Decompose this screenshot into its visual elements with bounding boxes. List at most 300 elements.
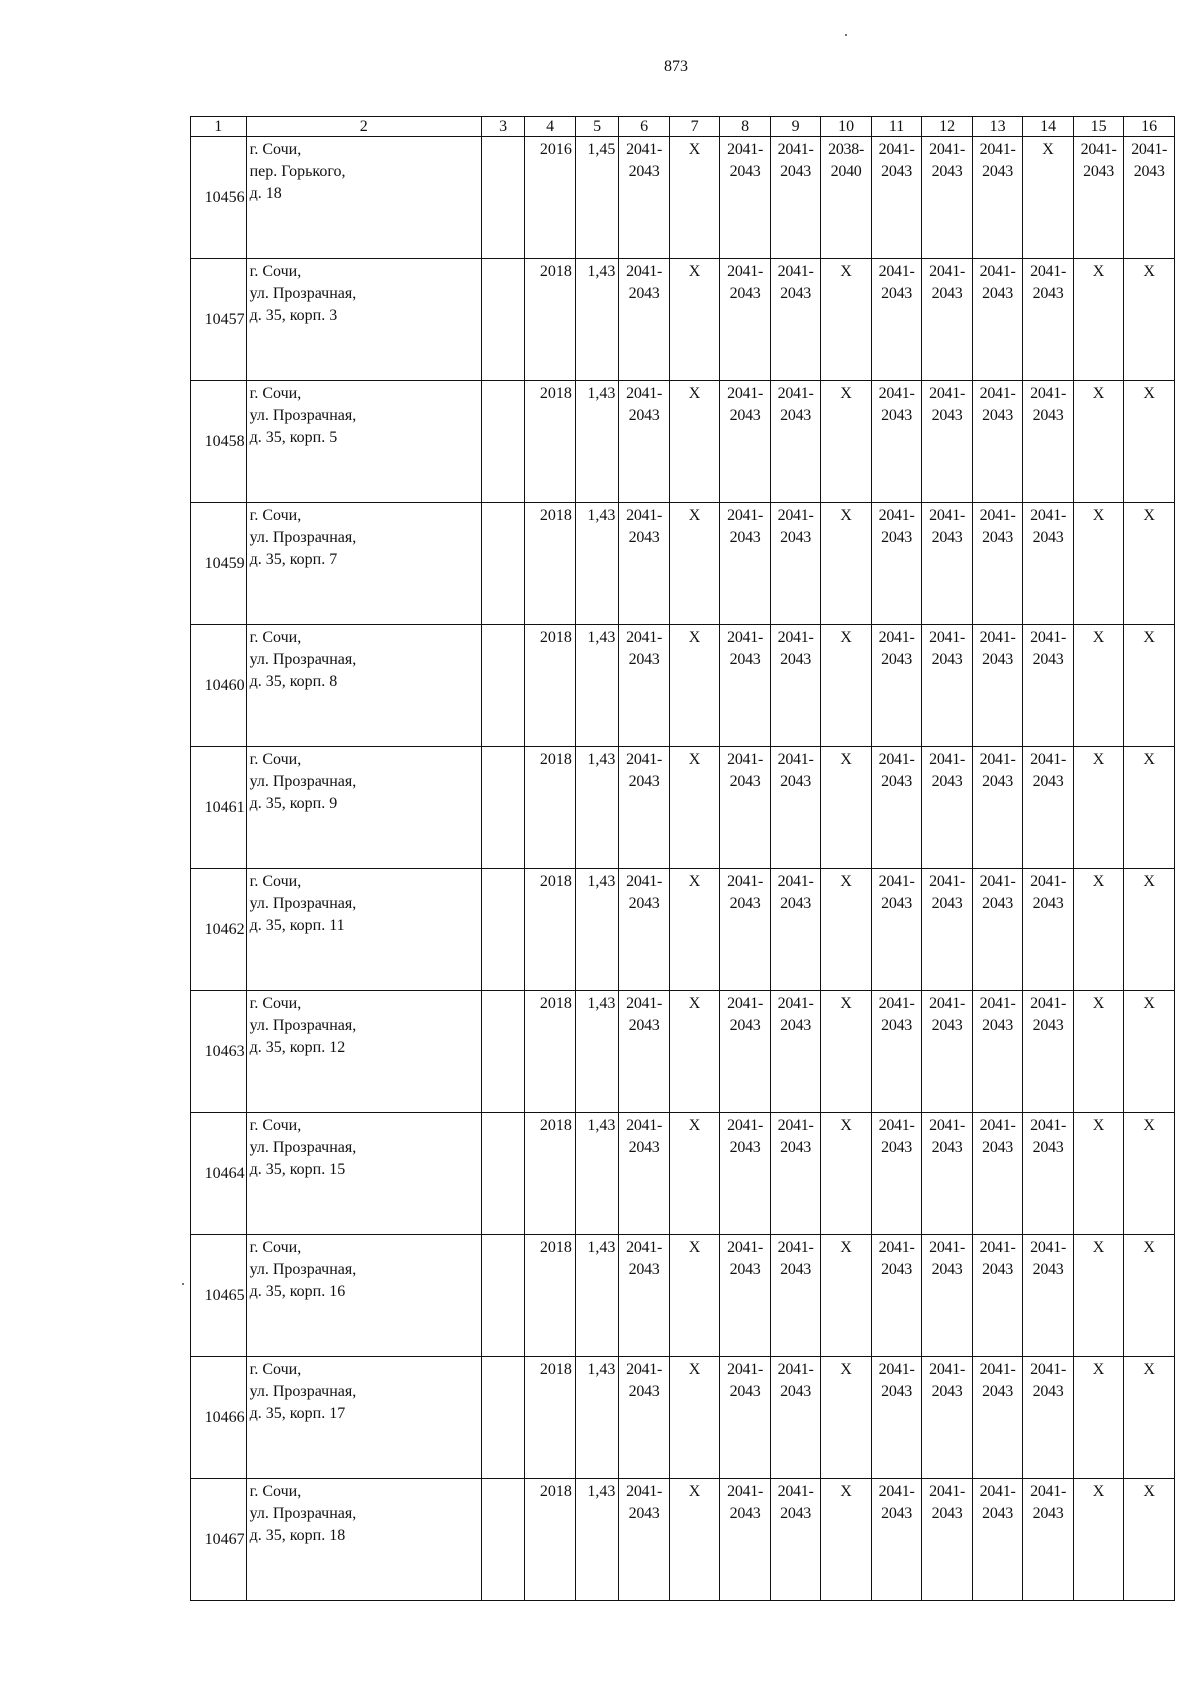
- cell-value: 2041- 2043: [878, 385, 915, 424]
- cell-value: 2018: [539, 1483, 572, 1500]
- value-cell: [922, 1479, 973, 1601]
- value-cell: [669, 503, 720, 625]
- value-cell: [871, 1479, 922, 1601]
- table-row: [191, 137, 1175, 259]
- value-cell: [972, 625, 1023, 747]
- cell-value: 2041- 2043: [1030, 751, 1066, 790]
- row-number: 10460: [204, 676, 245, 694]
- cell-value: X: [1143, 629, 1155, 646]
- cell-value: 2041- 2043: [979, 1239, 1016, 1278]
- address-cell: [246, 1357, 481, 1479]
- table-row: [191, 625, 1175, 747]
- value-cell: [481, 381, 524, 503]
- cell-value: 2041- 2043: [777, 507, 814, 546]
- cell-value: 1,43: [587, 1117, 616, 1134]
- cell-value: 2041- 2043: [777, 995, 814, 1034]
- cell-value: X: [1092, 1361, 1105, 1378]
- column-header: 13: [972, 117, 1023, 137]
- value-cell: [871, 625, 922, 747]
- cell-value: 2041- 2043: [727, 507, 763, 546]
- value-cell: [525, 747, 576, 869]
- value-cell: [1073, 1235, 1124, 1357]
- cell-value: X: [840, 1483, 852, 1500]
- value-cell: [720, 991, 771, 1113]
- value-cell: [1124, 137, 1175, 259]
- value-cell: [821, 1235, 872, 1357]
- cell-value: 2018: [539, 629, 572, 646]
- row-number: 10458: [204, 432, 245, 450]
- column-header: 6: [619, 117, 670, 137]
- cell-value: 2041- 2043: [1030, 1361, 1066, 1400]
- cell-value: X: [840, 1117, 852, 1134]
- row-number-cell: [191, 259, 247, 381]
- value-cell: [575, 869, 618, 991]
- value-cell: [922, 503, 973, 625]
- cell-value: X: [688, 263, 701, 280]
- value-cell: [922, 991, 973, 1113]
- value-cell: [575, 1357, 618, 1479]
- value-cell: [575, 1479, 618, 1601]
- value-cell: [770, 747, 821, 869]
- cell-value: X: [688, 1239, 701, 1256]
- value-cell: [821, 869, 872, 991]
- value-cell: [525, 1479, 576, 1601]
- table-row: [191, 1357, 1175, 1479]
- value-cell: [575, 625, 618, 747]
- cell-value: 2041- 2043: [727, 751, 763, 790]
- cell-value: 2041- 2043: [727, 141, 763, 180]
- cell-value: 2018: [539, 1361, 572, 1378]
- value-cell: [972, 1235, 1023, 1357]
- row-number-cell: [191, 503, 247, 625]
- cell-value: 2016: [539, 141, 572, 158]
- cell-value: 2041- 2043: [727, 1361, 763, 1400]
- column-header: 8: [720, 117, 771, 137]
- address-text: г. Сочи, пер. Горького, д. 18: [249, 141, 346, 202]
- address-cell: [246, 1479, 481, 1601]
- table-row: [191, 869, 1175, 991]
- value-cell: [821, 503, 872, 625]
- row-number-cell: [191, 869, 247, 991]
- value-cell: [1073, 1113, 1124, 1235]
- value-cell: [972, 991, 1023, 1113]
- value-cell: [720, 625, 771, 747]
- cell-value: X: [1092, 1117, 1105, 1134]
- value-cell: [720, 1479, 771, 1601]
- row-number: 10459: [204, 554, 245, 572]
- address-cell: [246, 991, 481, 1113]
- cell-value: 2041- 2043: [979, 873, 1016, 912]
- value-cell: [922, 625, 973, 747]
- value-cell: [669, 869, 720, 991]
- cell-value: 2041- 2043: [626, 141, 662, 180]
- value-cell: [669, 1479, 720, 1601]
- value-cell: [619, 1479, 670, 1601]
- cell-value: 2041- 2043: [979, 995, 1016, 1034]
- cell-value: 1,43: [587, 385, 616, 402]
- value-cell: [770, 381, 821, 503]
- value-cell: [575, 137, 618, 259]
- cell-value: X: [840, 1239, 852, 1256]
- cell-value: 2041- 2043: [626, 1239, 662, 1278]
- cell-value: 2041- 2043: [777, 1239, 814, 1278]
- cell-value: X: [1143, 385, 1155, 402]
- column-header: 15: [1073, 117, 1124, 137]
- cell-value: 2041- 2043: [727, 385, 763, 424]
- cell-value: X: [688, 995, 701, 1012]
- value-cell: [922, 869, 973, 991]
- value-cell: [871, 869, 922, 991]
- value-cell: [720, 1235, 771, 1357]
- cell-value: 2018: [539, 751, 572, 768]
- address-text: г. Сочи, ул. Прозрачная, д. 35, корп. 8: [249, 629, 357, 690]
- value-cell: [481, 259, 524, 381]
- value-cell: [720, 747, 771, 869]
- value-cell: [871, 503, 922, 625]
- value-cell: [1023, 1357, 1074, 1479]
- value-cell: [619, 381, 670, 503]
- cell-value: 2041- 2043: [727, 1117, 763, 1156]
- value-cell: [481, 1479, 524, 1601]
- value-cell: [922, 259, 973, 381]
- value-cell: [1023, 1235, 1074, 1357]
- value-cell: [1023, 747, 1074, 869]
- value-cell: [481, 1113, 524, 1235]
- cell-value: X: [688, 507, 701, 524]
- address-cell: [246, 259, 481, 381]
- value-cell: [922, 381, 973, 503]
- value-cell: [972, 137, 1023, 259]
- value-cell: [525, 1235, 576, 1357]
- value-cell: [1073, 259, 1124, 381]
- value-cell: [1023, 625, 1074, 747]
- row-number-cell: [191, 1479, 247, 1601]
- value-cell: [669, 747, 720, 869]
- value-cell: [669, 1357, 720, 1479]
- row-number: 10462: [204, 920, 245, 938]
- value-cell: [669, 1235, 720, 1357]
- cell-value: X: [688, 1483, 701, 1500]
- value-cell: [619, 1357, 670, 1479]
- value-cell: [481, 1357, 524, 1479]
- value-cell: [1023, 503, 1074, 625]
- value-cell: [525, 869, 576, 991]
- cell-value: 2041- 2043: [979, 1361, 1016, 1400]
- value-cell: [619, 137, 670, 259]
- cell-value: X: [688, 1117, 701, 1134]
- cell-value: 1,43: [587, 1483, 616, 1500]
- cell-value: 2041- 2043: [626, 263, 662, 302]
- value-cell: [821, 259, 872, 381]
- value-cell: [1124, 503, 1175, 625]
- cell-value: 2041- 2043: [929, 873, 965, 912]
- cell-value: 2041- 2043: [777, 751, 814, 790]
- value-cell: [972, 381, 1023, 503]
- value-cell: [770, 1235, 821, 1357]
- value-cell: [821, 1479, 872, 1601]
- column-header: 7: [669, 117, 720, 137]
- cell-value: 2041- 2043: [1030, 385, 1066, 424]
- cell-value: 1,43: [587, 263, 616, 280]
- cell-value: 1,43: [587, 995, 616, 1012]
- cell-value: X: [840, 385, 852, 402]
- cell-value: X: [688, 141, 701, 158]
- value-cell: [525, 1113, 576, 1235]
- value-cell: [770, 991, 821, 1113]
- value-cell: [922, 1357, 973, 1479]
- cell-value: X: [1143, 1239, 1155, 1256]
- column-header: 2: [246, 117, 481, 137]
- value-cell: [525, 991, 576, 1113]
- value-cell: [525, 259, 576, 381]
- cell-value: X: [1143, 873, 1155, 890]
- value-cell: [575, 503, 618, 625]
- value-cell: [619, 747, 670, 869]
- value-cell: [575, 747, 618, 869]
- cell-value: 2041- 2043: [777, 263, 814, 302]
- page-number: 873: [664, 58, 688, 75]
- cell-value: X: [1143, 995, 1155, 1012]
- cell-value: 2041- 2043: [878, 1239, 915, 1278]
- value-cell: [972, 1479, 1023, 1601]
- row-number-cell: [191, 625, 247, 747]
- value-cell: [821, 137, 872, 259]
- cell-value: 1,43: [587, 873, 616, 890]
- value-cell: [1023, 1113, 1074, 1235]
- cell-value: 2041- 2043: [878, 141, 915, 180]
- value-cell: [481, 869, 524, 991]
- address-cell: [246, 625, 481, 747]
- cell-value: 2041- 2043: [929, 507, 965, 546]
- value-cell: [972, 259, 1023, 381]
- cell-value: 2041- 2043: [626, 385, 662, 424]
- cell-value: X: [688, 751, 701, 768]
- cell-value: 2041- 2043: [777, 1117, 814, 1156]
- value-cell: [619, 625, 670, 747]
- cell-value: X: [840, 507, 852, 524]
- value-cell: [1023, 869, 1074, 991]
- cell-value: X: [1092, 1239, 1105, 1256]
- value-cell: [619, 991, 670, 1113]
- value-cell: [1124, 1479, 1175, 1601]
- value-cell: [720, 503, 771, 625]
- value-cell: [720, 381, 771, 503]
- address-text: г. Сочи, ул. Прозрачная, д. 35, корп. 11: [249, 873, 357, 934]
- row-number-cell: [191, 1235, 247, 1357]
- table-row: [191, 259, 1175, 381]
- value-cell: [575, 991, 618, 1113]
- address-text: г. Сочи, ул. Прозрачная, д. 35, корп. 18: [249, 1483, 357, 1544]
- value-cell: [972, 503, 1023, 625]
- value-cell: [922, 1113, 973, 1235]
- cell-value: 2041- 2043: [1030, 1117, 1066, 1156]
- cell-value: 2041- 2043: [777, 1361, 814, 1400]
- cell-value: 2041- 2043: [929, 751, 965, 790]
- address-text: г. Сочи, ул. Прозрачная, д. 35, корп. 15: [249, 1117, 357, 1178]
- cell-value: X: [840, 1361, 852, 1378]
- row-number: 10457: [204, 310, 245, 328]
- value-cell: [481, 625, 524, 747]
- cell-value: 2041- 2043: [979, 1483, 1016, 1522]
- cell-value: 2041- 2043: [1030, 873, 1066, 912]
- cell-value: 2041- 2043: [1030, 629, 1066, 668]
- value-cell: [770, 1357, 821, 1479]
- column-header: 3: [481, 117, 524, 137]
- cell-value: 2018: [539, 1117, 572, 1134]
- cell-value: 2041- 2043: [1080, 141, 1117, 180]
- value-cell: [669, 137, 720, 259]
- value-cell: [821, 1357, 872, 1479]
- value-cell: [1073, 747, 1124, 869]
- cell-value: 2038- 2040: [828, 141, 864, 180]
- cell-value: 2041- 2043: [626, 629, 662, 668]
- value-cell: [871, 259, 922, 381]
- cell-value: 2041- 2043: [878, 751, 915, 790]
- cell-value: 2041- 2043: [727, 1239, 763, 1278]
- value-cell: [619, 259, 670, 381]
- value-cell: [1023, 137, 1074, 259]
- cell-value: 2018: [539, 263, 572, 280]
- value-cell: [770, 1479, 821, 1601]
- address-text: г. Сочи, ул. Прозрачная, д. 35, корп. 7: [249, 507, 357, 568]
- value-cell: [821, 747, 872, 869]
- cell-value: 2041- 2043: [979, 385, 1016, 424]
- value-cell: [871, 1113, 922, 1235]
- cell-value: 2041- 2043: [777, 385, 814, 424]
- scan-speck: [845, 34, 847, 36]
- cell-value: 1,45: [587, 141, 616, 158]
- cell-value: X: [1143, 263, 1155, 280]
- cell-value: X: [688, 1361, 701, 1378]
- cell-value: X: [1042, 141, 1054, 158]
- cell-value: X: [1092, 995, 1105, 1012]
- address-cell: [246, 381, 481, 503]
- cell-value: 2041- 2043: [777, 873, 814, 912]
- cell-value: 1,43: [587, 1239, 616, 1256]
- value-cell: [770, 869, 821, 991]
- cell-value: X: [1143, 1483, 1155, 1500]
- cell-value: 2041- 2043: [777, 141, 814, 180]
- cell-value: 2041- 2043: [1131, 141, 1168, 180]
- cell-value: 2018: [539, 1239, 572, 1256]
- value-cell: [770, 1113, 821, 1235]
- cell-value: X: [840, 263, 852, 280]
- row-number: 10466: [204, 1408, 245, 1426]
- scan-speck: [182, 1283, 184, 1285]
- cell-value: 2041- 2043: [979, 1117, 1016, 1156]
- table-row: [191, 1235, 1175, 1357]
- address-cell: [246, 137, 481, 259]
- value-cell: [1073, 381, 1124, 503]
- cell-value: 2041- 2043: [626, 1117, 662, 1156]
- value-cell: [619, 1113, 670, 1235]
- value-cell: [525, 381, 576, 503]
- value-cell: [922, 137, 973, 259]
- cell-value: X: [1143, 1117, 1155, 1134]
- cell-value: 2041- 2043: [929, 1117, 965, 1156]
- cell-value: X: [840, 873, 852, 890]
- cell-value: 1,43: [587, 1361, 616, 1378]
- value-cell: [481, 1235, 524, 1357]
- cell-value: X: [1092, 1483, 1105, 1500]
- cell-value: X: [1092, 873, 1105, 890]
- cell-value: 2041- 2043: [929, 995, 965, 1034]
- value-cell: [821, 1113, 872, 1235]
- value-cell: [1023, 991, 1074, 1113]
- table-row: [191, 747, 1175, 869]
- value-cell: [871, 991, 922, 1113]
- column-header: 5: [575, 117, 618, 137]
- cell-value: X: [840, 629, 852, 646]
- cell-value: 2041- 2043: [878, 873, 915, 912]
- cell-value: 2041- 2043: [878, 263, 915, 302]
- cell-value: 2041- 2043: [727, 629, 763, 668]
- address-cell: [246, 1113, 481, 1235]
- value-cell: [1023, 381, 1074, 503]
- row-number: 10461: [204, 798, 245, 816]
- table-row: [191, 1113, 1175, 1235]
- value-cell: [770, 625, 821, 747]
- cell-value: 2041- 2043: [929, 141, 965, 180]
- header-row: [191, 117, 1175, 137]
- cell-value: 2041- 2043: [777, 1483, 814, 1522]
- cell-value: 2041- 2043: [929, 1483, 965, 1522]
- address-cell: [246, 1235, 481, 1357]
- cell-value: 2041- 2043: [929, 1239, 965, 1278]
- value-cell: [525, 1357, 576, 1479]
- cell-value: 2041- 2043: [979, 141, 1016, 180]
- value-cell: [481, 137, 524, 259]
- cell-value: 2041- 2043: [878, 629, 915, 668]
- value-cell: [669, 991, 720, 1113]
- cell-value: 2041- 2043: [626, 995, 662, 1034]
- value-cell: [525, 137, 576, 259]
- value-cell: [1124, 747, 1175, 869]
- value-cell: [1073, 625, 1124, 747]
- value-cell: [575, 1235, 618, 1357]
- value-cell: [1124, 625, 1175, 747]
- value-cell: [669, 1113, 720, 1235]
- value-cell: [1124, 381, 1175, 503]
- cell-value: 2041- 2043: [979, 263, 1016, 302]
- cell-value: X: [1092, 751, 1105, 768]
- cell-value: X: [1092, 507, 1105, 524]
- address-text: г. Сочи, ул. Прозрачная, д. 35, корп. 12: [249, 995, 357, 1056]
- value-cell: [1073, 991, 1124, 1113]
- value-cell: [1023, 259, 1074, 381]
- value-cell: [669, 381, 720, 503]
- value-cell: [871, 747, 922, 869]
- value-cell: [871, 381, 922, 503]
- table-row: [191, 1479, 1175, 1601]
- table-row: [191, 503, 1175, 625]
- value-cell: [525, 625, 576, 747]
- cell-value: 2041- 2043: [979, 751, 1016, 790]
- cell-value: X: [1143, 507, 1155, 524]
- cell-value: X: [1092, 385, 1105, 402]
- cell-value: 2041- 2043: [1030, 507, 1066, 546]
- value-cell: [1073, 1479, 1124, 1601]
- cell-value: 2041- 2043: [929, 385, 965, 424]
- cell-value: 1,43: [587, 751, 616, 768]
- cell-value: 1,43: [587, 507, 616, 524]
- cell-value: X: [1143, 751, 1155, 768]
- cell-value: 2018: [539, 507, 572, 524]
- cell-value: X: [1092, 263, 1105, 280]
- cell-value: 2041- 2043: [979, 629, 1016, 668]
- cell-value: 2041- 2043: [727, 1483, 763, 1522]
- value-cell: [972, 747, 1023, 869]
